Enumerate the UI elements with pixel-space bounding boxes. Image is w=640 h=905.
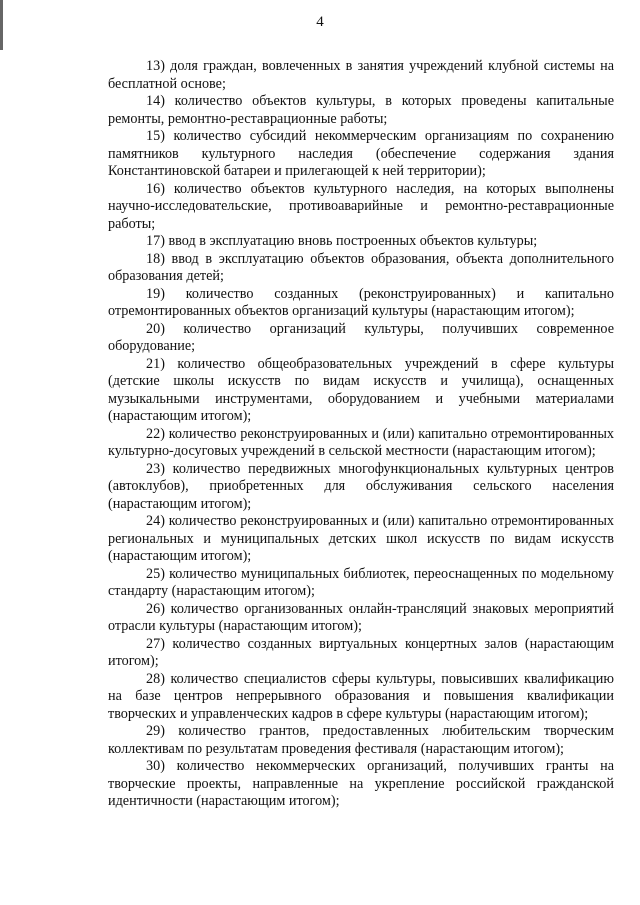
list-item: 28) количество специалистов сферы культуры, повысивших квалификацию на базе центров непрерывного образования и повышения квалификации творческих и управленческих кадров в сфере культуры (нарастающим итогом); bbox=[108, 670, 614, 722]
page-number: 4 bbox=[316, 14, 324, 30]
list-item: 29) количество грантов, предоставленных любительским творческим коллективам по результатам проведения фестиваля (нарастающим итогом); bbox=[108, 723, 614, 757]
list-item: 21) количество общеобразовательных учреждений в сфере культуры (детские школы искусств по видам искусств и училища), оснащенных музыкальными инструментами, оборудованием и учебными материалами (нарастающим итогом); bbox=[108, 355, 614, 424]
list-item: 17) ввод в эксплуатацию вновь построенных объектов культуры; bbox=[146, 233, 538, 249]
list-item: 20) количество организаций культуры, получивших современное оборудование; bbox=[108, 320, 614, 354]
list-item: 13) доля граждан, вовлеченных в занятия учреждений клубной системы на бесплатной основе; bbox=[108, 58, 614, 92]
list-item: 26) количество организованных онлайн-трансляций знаковых мероприятий отрасли культуры (нарастающим итогом); bbox=[108, 600, 614, 634]
list-item: 25) количество муниципальных библиотек, переоснащенных по модельному стандарту (нарастающим итогом); bbox=[108, 565, 614, 599]
list-item: 14) количество объектов культуры, в которых проведены капитальные ремонты, ремонтно-реставрационные работы; bbox=[108, 93, 614, 127]
list-item: 22) количество реконструированных и (или) капитально отремонтированных культурно-досуговых учреждений в сельской местности (нарастающим итогом); bbox=[108, 425, 614, 459]
list-item: 16) количество объектов культурного наследия, на которых выполнены научно-исследовательские, противоаварийные и ремонтно-реставрационные работы; bbox=[108, 180, 614, 232]
list-item: 23) количество передвижных многофункциональных культурных центров (автоклубов), приобретенных для обслуживания сельского населения (нарастающим итогом); bbox=[108, 460, 614, 512]
list-item: 18) ввод в эксплуатацию объектов образования, объекта дополнительного образования детей; bbox=[108, 250, 614, 284]
list-item: 19) количество созданных (реконструированных) и капитально отремонтированных объектов организаций культуры (нарастающим итогом); bbox=[108, 285, 614, 319]
list-item: 24) количество реконструированных и (или) капитально отремонтированных региональных и муниципальных детских школ искусств по видам искусств (нарастающим итогом); bbox=[108, 513, 614, 564]
list-item: 30) количество некоммерческих организаций, получивших гранты на творческие проекты, направленные на укрепление российской гражданской идентичности (нарастающим итогом); bbox=[108, 758, 614, 809]
list-item: 15) количество субсидий некоммерческим организациям по сохранению памятников культурного наследия (обеспечение содержания здания Константиновской батареи и прилегающей к ней территории); bbox=[108, 128, 614, 179]
document-body bbox=[108, 58, 614, 811]
list-item: 27) количество созданных виртуальных концертных залов (нарастающим итогом); bbox=[108, 635, 614, 669]
